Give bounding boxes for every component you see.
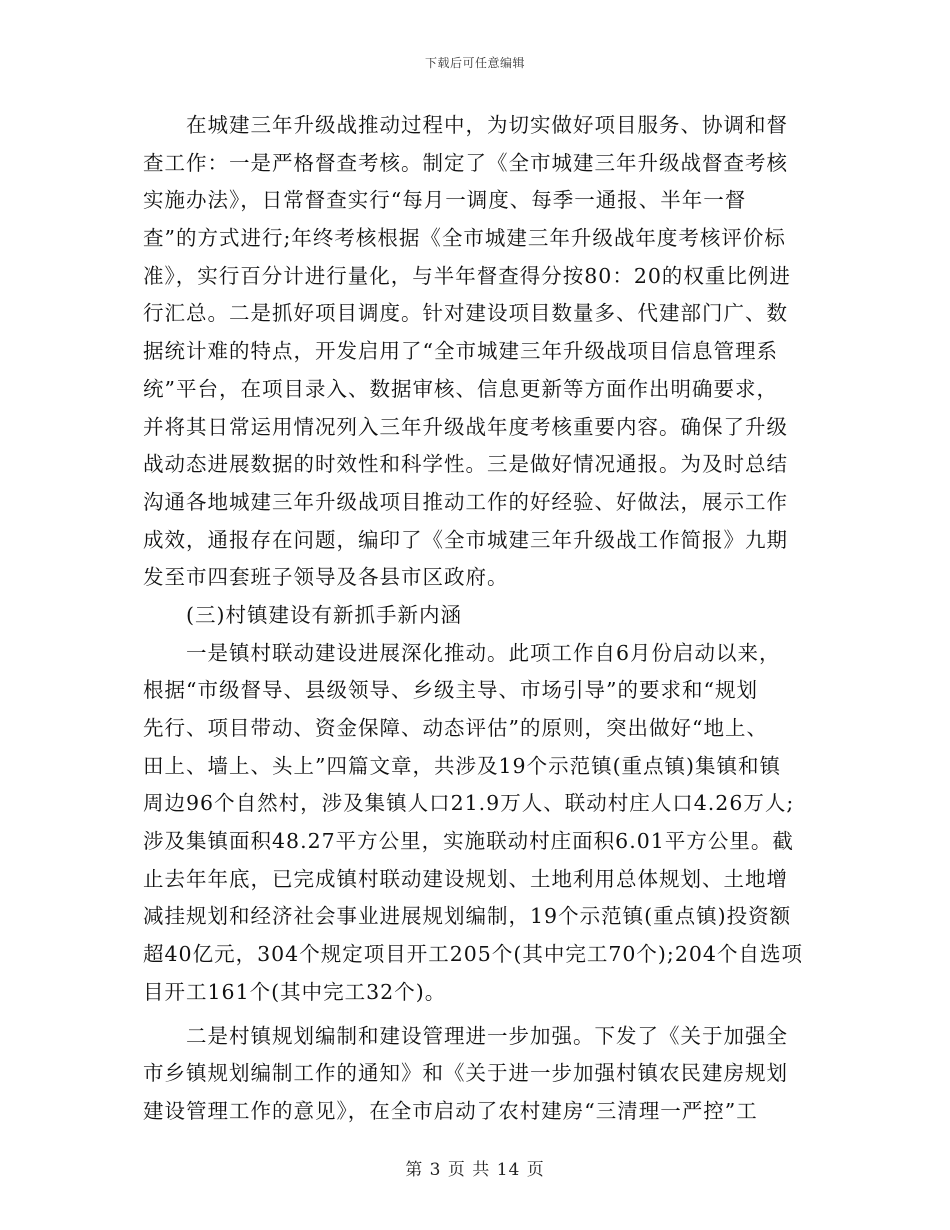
text-line: 统”平台，在项目录入、数据审核、信息更新等方面作出明确要求，: [143, 376, 778, 401]
text-line: 沟通各地城建三年升级战项目推动工作的好经验、好做法，展示工作: [143, 489, 788, 514]
text-line: 涉及集镇面积48.27平方公里，实施联动村庄面积6.01平方公里。截: [143, 829, 794, 854]
document-body: [143, 107, 813, 1131]
page-header: 下载后可任意编辑: [424, 56, 525, 70]
text-line: 行汇总。二是抓好项目调度。针对建设项目数量多、代建部门广、数: [143, 301, 788, 326]
text-line: 一是镇村联动建设进展深化推动。此项工作自6月份启动以来，: [143, 640, 781, 665]
text-line: 查”的方式进行;年终考核根据《全市城建三年升级战年度考核评价标: [143, 226, 786, 251]
text-line: 田上、墙上、头上”四篇文章，共涉及19个示范镇(重点镇)集镇和镇: [143, 753, 782, 778]
text-line: 二是村镇规划编制和建设管理进一步加强。下发了《关于加强全: [143, 1023, 788, 1048]
text-line: 在城建三年升级战推动过程中，为切实做好项目服务、协调和督: [143, 113, 788, 137]
text-line: 超40亿元，304个规定项目开工205个(其中完工70个);204个自选项: [143, 942, 803, 967]
text-line: 止去年年底，已完成镇村联动建设规划、土地利用总体规划、土地增: [143, 866, 788, 891]
text-line: 成效，通报存在问题，编印了《全市城建三年升级战工作简报》九期: [143, 527, 788, 552]
section-heading: (三)村镇建设有新抓手新内涵: [143, 602, 462, 627]
text-line: 发至市四套班子领导及各县市区政府。: [143, 565, 509, 590]
text-line: 周边96个自然村，涉及集镇人口21.9万人、联动村庄人口4.26万人;: [143, 791, 795, 816]
text-line: 据统计难的特点，开发启用了“全市城建三年升级战项目信息管理系: [143, 339, 778, 364]
page-footer: 第 3 页 共 14 页: [405, 1160, 545, 1180]
text-line: 建设管理工作的意见》，在全市启动了农村建房“三清理一严控”工: [143, 1098, 758, 1123]
text-line: 战动态进展数据的时效性和科学性。三是做好情况通报。为及时总结: [143, 452, 788, 477]
text-line: 实施办法》，日常督查实行“每月一调度、每季一通报、半年一督: [143, 188, 747, 213]
text-line: 先行、项目带动、资金保障、动态评估”的原则，突出做好“地上、: [143, 716, 768, 740]
text-line: 准》，实行百分计进行量化，与半年督查得分按80：20的权重比例进: [143, 263, 791, 288]
text-line: 市乡镇规划编制工作的通知》和《关于进一步加强村镇农民建房规划: [143, 1061, 788, 1086]
text-line: 减挂规划和经济社会事业进展规划编制，19个示范镇(重点镇)投资额: [143, 904, 792, 929]
text-line: 并将其日常运用情况列入三年升级战年度考核重要内容。确保了升级: [143, 414, 788, 439]
text-line: 目开工161个(其中完工32个)。: [143, 979, 447, 1004]
text-line: 查工作：一是严格督查考核。制定了《全市城建三年升级战督查考核: [143, 150, 788, 175]
text-line: 根据“市级督导、县级领导、乡级主导、市场引导”的要求和“规划: [143, 678, 758, 703]
